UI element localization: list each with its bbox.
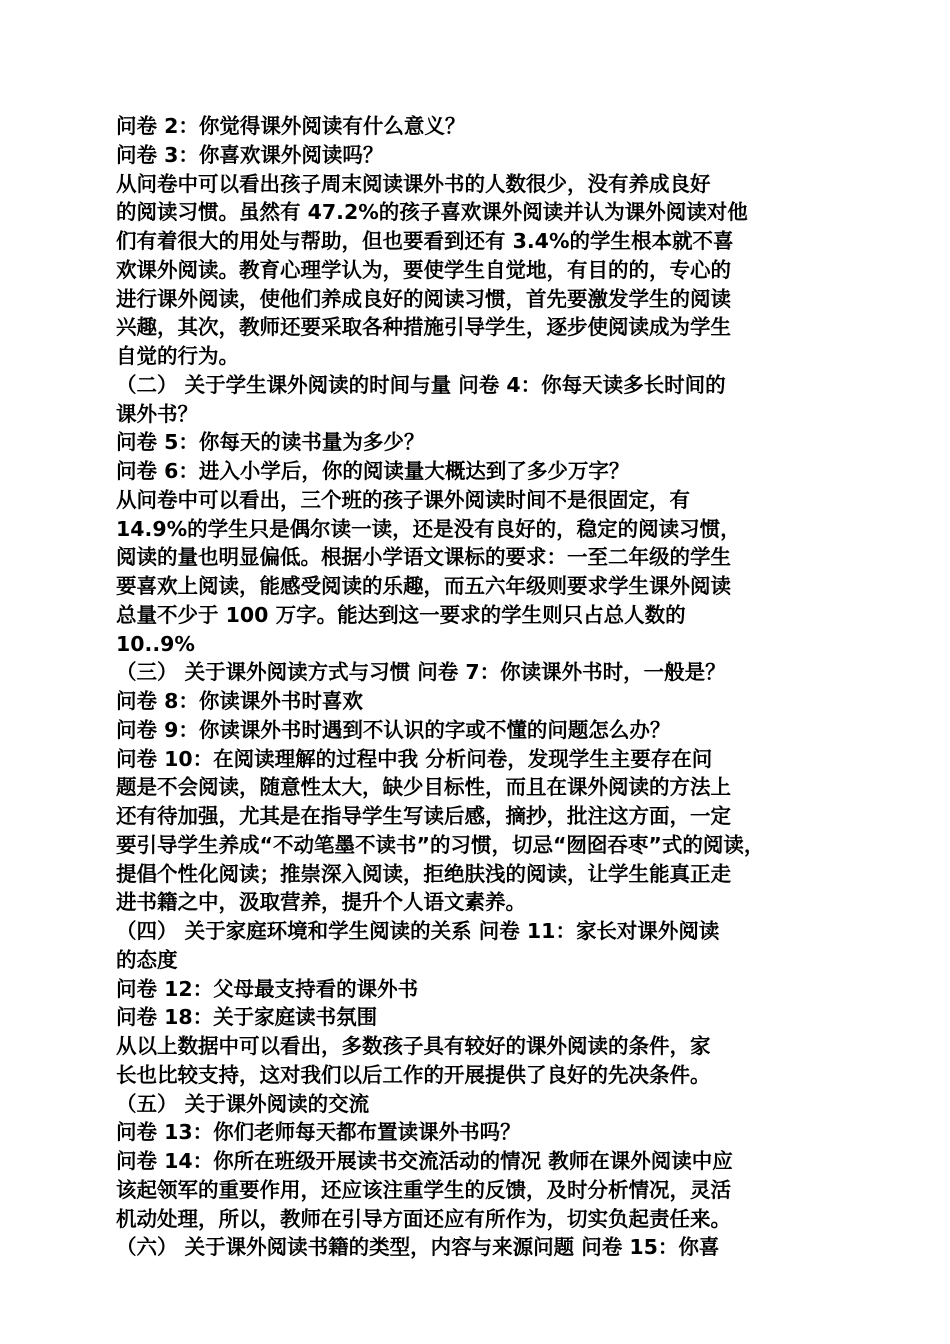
text-line: 从问卷中可以看出孩子周末阅读课外书的人数很少，没有养成良好 — [116, 171, 711, 196]
text-line: 该起领军的重要作用，还应该注重学生的反馈，及时分析情况，灵活 — [116, 1177, 731, 1202]
text-line: 问卷 5：你每天的读书量为多少？ — [116, 430, 425, 455]
text-line: 从以上数据中可以看出，多数孩子具有较好的课外阅读的条件，家 — [116, 1034, 711, 1058]
text-line: 问卷 8：你读课外书时喜欢 — [116, 689, 363, 713]
text-line: 进行课外阅读，使他们养成良好的阅读习惯，首先要激发学生的阅读 — [116, 286, 731, 311]
section-heading-line: （四） 关于家庭环境和学生阅读的关系 问卷 11：家长对课外阅读 — [116, 919, 720, 943]
section-heading-line: （二） 关于学生课外阅读的时间与量 问卷 4：你每天读多长时间的 — [116, 372, 726, 397]
text-line: 题是不会阅读，随意性太大，缺少目标性，而且在课外阅读的方法上 — [116, 775, 731, 800]
text-line: 兴趣，其次，教师还要采取各种措施引导学生，逐步使阅读成为学生 — [116, 315, 731, 340]
section-heading-line: （六） 关于课外阅读书籍的类型，内容与来源问题 问卷 15：你喜 — [116, 1235, 720, 1260]
text-line: 总量不少于 100 万字。能达到这一要求的学生则只占总人数的 — [116, 602, 686, 627]
text-line: 14.9%的学生只是偶尔读一读，还是没有良好的，稳定的阅读习惯， — [116, 516, 741, 541]
text-line: 还有待加强，尤其是在指导学生写读后感，摘抄，批注这方面，一定 — [116, 804, 731, 828]
text-line: 阅读的量也明显偏低。根据小学语文课标的要求：一至二年级的学生 — [116, 545, 731, 570]
text-line: 进书籍之中，汲取营养，提升个人语文素养。 — [116, 890, 526, 915]
text-line: 机动处理，所以，教师在引导方面还应有所作为，切实负起责任来。 — [116, 1206, 731, 1231]
text-line: 问卷 6：进入小学后，你的阅读量大概达到了多少万字？ — [116, 459, 630, 483]
text-line: 的态度 — [116, 947, 178, 972]
text-line: 的阅读习惯。虽然有 47.2%的孩子喜欢课外阅读并认为课外阅读对他 — [116, 200, 748, 225]
text-line: 要喜欢上阅读，能感受阅读的乐趣，而五六年级则要求学生课外阅读 — [116, 574, 731, 598]
text-line: 问卷 13：你们老师每天都布置读课外书吗？ — [116, 1120, 521, 1145]
text-line: 长也比较支持，这对我们以后工作的开展提供了良好的先决条件。 — [116, 1062, 711, 1087]
section-heading-line: （五） 关于课外阅读的交流 — [116, 1091, 370, 1116]
text-line: 自觉的行为。 — [116, 344, 239, 368]
text-line: 欢课外阅读。教育心理学认为，要使学生自觉地，有目的的，专心的 — [116, 257, 731, 282]
text-line: 问卷 14：你所在班级开展读书交流活动的情况 教师在课外阅读中应 — [116, 1149, 733, 1173]
document-body — [116, 112, 840, 1262]
text-line: 10..9% — [116, 631, 195, 656]
section-heading-line: （三） 关于课外阅读方式与习惯 问卷 7：你读课外书时，一般是？ — [116, 660, 726, 685]
text-line: 问卷 3：你喜欢课外阅读吗？ — [116, 142, 384, 167]
text-line: 们有着很大的用处与帮助，但也要看到还有 3.4%的学生根本就不喜 — [116, 229, 734, 253]
text-line: 要引导学生养成“不动笔墨不读书”的习惯，切忌“囫囵吞枣”式的阅读， — [116, 832, 765, 857]
text-line: 提倡个性化阅读；推崇深入阅读，拒绝肤浅的阅读，让学生能真正走 — [116, 861, 731, 886]
text-line: 问卷 18：关于家庭读书氛围 — [116, 1005, 378, 1030]
text-line: 问卷 12：父母最支持看的课外书 — [116, 976, 419, 1001]
text-line: 课外书？ — [116, 401, 198, 426]
text-line: 从问卷中可以看出，三个班的孩子课外阅读时间不是很固定，有 — [116, 487, 690, 512]
text-line: 问卷 10：在阅读理解的过程中我 分析问卷，发现学生主要存在问 — [116, 746, 713, 771]
text-line: 问卷 9：你读课外书时遇到不认识的字或不懂的问题怎么办？ — [116, 717, 671, 742]
text-line: 问卷 2：你觉得课外阅读有什么意义？ — [116, 114, 466, 138]
